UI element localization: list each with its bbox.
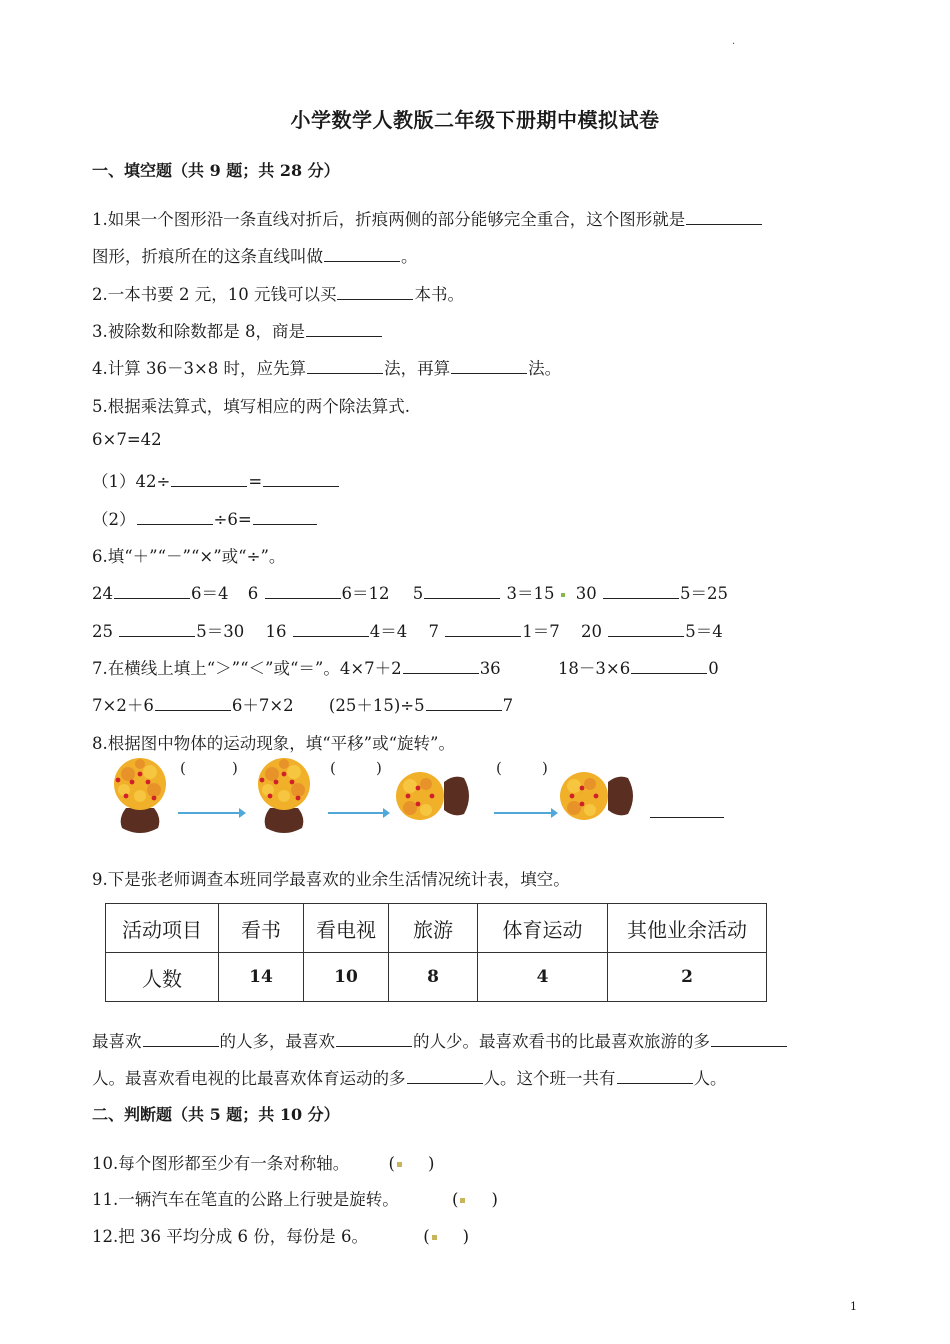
answer-blank[interactable] <box>263 469 339 487</box>
answer-blank[interactable] <box>155 693 231 711</box>
question-4: 4.计算 36－3×8 时，应先算 法，再算 法。 <box>92 355 561 379</box>
motion-figure <box>96 756 736 826</box>
table-header-cell: 看电视 <box>304 904 389 953</box>
answer-blank[interactable] <box>119 619 195 637</box>
answer-paren[interactable]: ( ) <box>423 1227 470 1246</box>
answer-blank[interactable] <box>424 581 500 599</box>
answer-blank[interactable] <box>617 1066 693 1084</box>
potted-flower-image <box>240 756 328 836</box>
question-6-row1: 24 6＝4 6 6＝12 5 3＝15 30 5＝25 <box>92 580 728 604</box>
paren-close: ) <box>232 759 238 777</box>
mark-dot <box>460 1198 465 1203</box>
table-cell: 4 <box>478 953 608 1002</box>
question-2: 2.一本书要 2 元，10 元钱可以买 本书。 <box>92 281 464 305</box>
answer-blank[interactable] <box>407 1066 483 1084</box>
question-9: 9.下是张老师调查本班同学最喜欢的业余生活情况统计表，填空。 <box>92 870 570 889</box>
question-8: 8.根据图中物体的运动现象，填“平移”或“旋转”。 <box>92 734 455 753</box>
table-cell: 2 <box>608 953 767 1002</box>
question-3: 3.被除数和除数都是 8，商是 <box>92 318 383 342</box>
answer-paren[interactable]: ( ) <box>388 1154 435 1173</box>
question-7-line2: 7×2＋6 6＋7×2 (25＋15)÷5 7 <box>92 692 513 716</box>
question-5: 5.根据乘法算式，填写相应的两个除法算式. <box>92 397 410 416</box>
question-1-line2: 图形，折痕所在的这条直线叫做 。 <box>92 243 418 267</box>
rotated-flower-image <box>552 756 640 836</box>
question-7-line1: 7.在横线上填上“＞”“＜”或“＝”。4×7＋2 36 18－3×6 0 <box>92 655 719 679</box>
table-cell: 8 <box>389 953 478 1002</box>
answer-blank[interactable] <box>711 1029 787 1047</box>
paren-close: ) <box>542 759 548 777</box>
question-11: 11.一辆汽车在笔直的公路上行驶是旋转。 ( ) <box>92 1190 498 1209</box>
answer-blank[interactable] <box>686 207 762 225</box>
arrow-right-icon <box>328 812 384 814</box>
question-6-row2: 25 5＝30 16 4＝4 7 1＝7 20 5＝4 <box>92 618 723 642</box>
answer-blank[interactable] <box>631 656 707 674</box>
answer-blank[interactable] <box>171 469 247 487</box>
table-header-cell: 活动项目 <box>106 904 219 953</box>
question-6: 6.填“＋”“－”“×”或“÷”。 <box>92 547 286 566</box>
arrow-right-icon <box>494 812 552 814</box>
answer-paren[interactable]: ( ) <box>452 1190 498 1209</box>
question-1-line1: 1.如果一个图形沿一条直线对折后，折痕两侧的部分能够完全重合，这个图形就是 <box>92 206 763 230</box>
potted-flower-image <box>96 756 184 836</box>
rotated-flower-image <box>388 756 476 836</box>
answer-blank[interactable] <box>293 619 369 637</box>
table-header-cell: 旅游 <box>389 904 478 953</box>
table-cell: 14 <box>219 953 304 1002</box>
answer-blank[interactable] <box>137 507 213 525</box>
paren-open: ( <box>330 759 336 777</box>
answer-blank[interactable] <box>608 619 684 637</box>
paren-open: ( <box>180 759 186 777</box>
answer-blank[interactable] <box>324 244 400 262</box>
answer-blank[interactable] <box>337 282 413 300</box>
answer-blank[interactable] <box>650 817 724 818</box>
answer-blank[interactable] <box>445 619 521 637</box>
question-5-equation: 6×7=42 <box>92 430 162 449</box>
answer-blank[interactable] <box>307 356 383 374</box>
table-header-cell: 看书 <box>219 904 304 953</box>
question-5-part1: （1）42÷ = <box>92 468 340 492</box>
answer-blank[interactable] <box>603 581 679 599</box>
page-title: 小学数学人教版二年级下册期中模拟试卷 <box>290 108 660 132</box>
question-9-fill-line1: 最喜欢 的人多，最喜欢 的人少。最喜欢看书的比最喜欢旅游的多 <box>92 1028 788 1052</box>
answer-blank[interactable] <box>336 1029 412 1047</box>
mark-dot <box>561 593 565 597</box>
top-dot: . <box>732 36 736 47</box>
page-number: 1 <box>850 1300 857 1313</box>
table-row-label: 人数 <box>106 953 219 1002</box>
table-row <box>106 953 767 1002</box>
answer-blank[interactable] <box>451 356 527 374</box>
table-header-row <box>106 904 767 953</box>
answer-blank[interactable] <box>253 507 317 525</box>
arrow-right-icon <box>178 812 240 814</box>
answer-blank[interactable] <box>114 581 190 599</box>
mark-dot <box>397 1162 402 1167</box>
question-9-fill-line2: 人。最喜欢看电视的比最喜欢体育运动的多 人。这个班一共有 人。 <box>92 1065 727 1089</box>
answer-blank[interactable] <box>143 1029 219 1047</box>
section1-heading: 一、填空题（共 9 题；共 28 分） <box>92 161 340 180</box>
answer-blank[interactable] <box>306 319 382 337</box>
question-10: 10.每个图形都至少有一条对称轴。 ( ) <box>92 1154 435 1173</box>
table-header-cell: 其他业余活动 <box>608 904 767 953</box>
question-5-part2: （2） ÷6= <box>92 506 318 530</box>
paren-open: ( <box>496 759 502 777</box>
paren-close: ) <box>376 759 382 777</box>
question-12: 12.把 36 平均分成 6 份，每份是 6。 ( ) <box>92 1227 470 1246</box>
answer-blank[interactable] <box>403 656 479 674</box>
section2-heading: 二、判断题（共 5 题；共 10 分） <box>92 1105 340 1124</box>
answer-blank[interactable] <box>265 581 341 599</box>
mark-dot <box>432 1235 437 1240</box>
answer-blank[interactable] <box>426 693 502 711</box>
table-cell: 10 <box>304 953 389 1002</box>
table-header-cell: 体育运动 <box>478 904 608 953</box>
statistics-table <box>105 903 767 1002</box>
